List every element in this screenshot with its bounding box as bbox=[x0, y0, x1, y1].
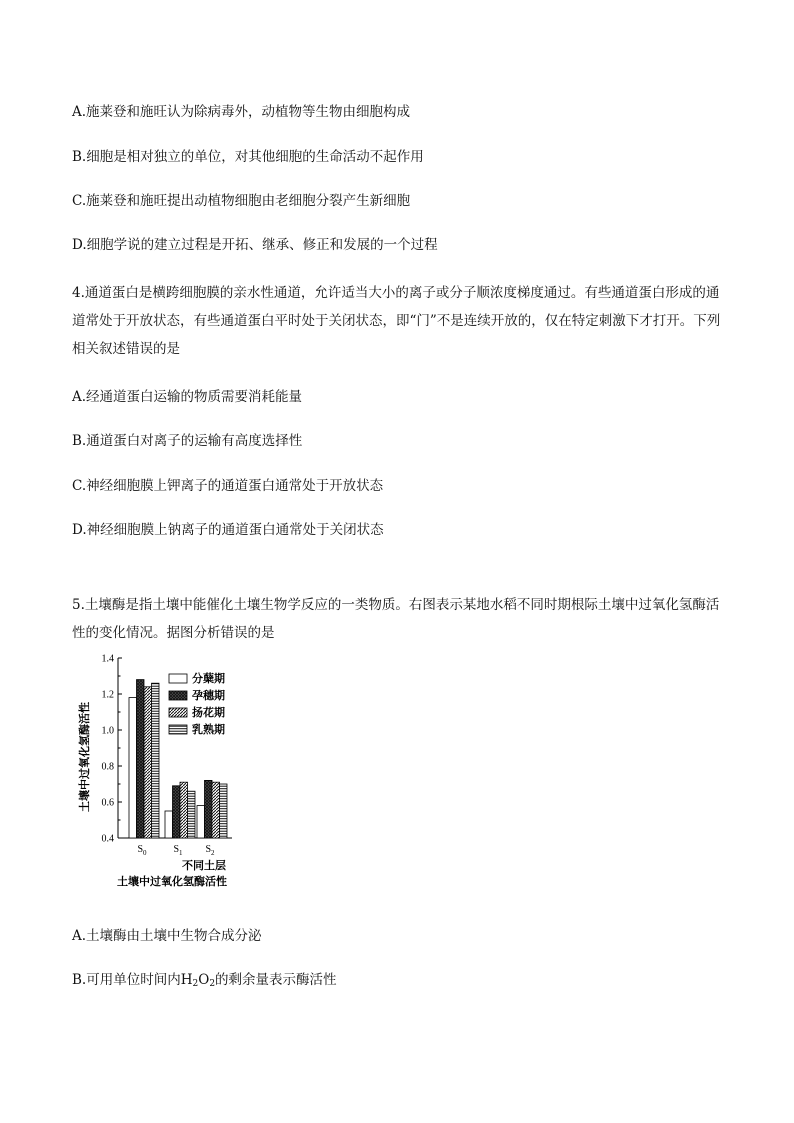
bar-S1-1 bbox=[165, 811, 173, 838]
q5-option-b-prefix: B.可用单位时间内H bbox=[72, 972, 193, 988]
bar-S0-4 bbox=[152, 683, 160, 838]
q5-stem: 5.土壤酶是指土壤中能催化土壤生物学反应的一类物质。右图表示某地水稻不同时期根际土壤中过氧化氢酶活性的变化情况。据图分析错误的是 bbox=[72, 597, 720, 641]
chart-title: 土壤中过氧化氢酶活性 bbox=[117, 875, 227, 888]
x-axis-label: 不同土层 bbox=[182, 859, 226, 872]
x-tick-label-S0: $S_0$ bbox=[137, 844, 147, 857]
bar-S2-4 bbox=[220, 784, 228, 838]
q3-option-d: D.细胞学说的建立过程是开拓、继承、修正和发展的一个过程 bbox=[72, 237, 438, 253]
y-tick-label: 0.8 bbox=[101, 761, 114, 773]
q5-option-b bbox=[72, 970, 337, 994]
x-tick-label-sub: 2 bbox=[211, 849, 215, 857]
y-axis-label: 土壤中过氧化氢酶活性 bbox=[78, 702, 91, 812]
q5-option-b-suffix: 的剩余量表示酶活性 bbox=[215, 972, 337, 988]
bar-S0-3 bbox=[144, 687, 152, 838]
y-tick-label: 1.4 bbox=[101, 653, 114, 665]
legend-swatch-3 bbox=[169, 708, 187, 717]
legend-swatch-4 bbox=[169, 725, 187, 734]
q5-option-a: A.土壤酶由土壤中生物合成分泌 bbox=[72, 928, 262, 944]
q3-option-a: A.施莱登和施旺认为除病毒外，动植物等生物由细胞构成 bbox=[72, 104, 411, 120]
q4-option-a: A.经通道蛋白运输的物质需要消耗能量 bbox=[72, 389, 303, 405]
enzyme-activity-chart bbox=[72, 645, 272, 895]
x-tick-label-S1: $S_1$ bbox=[173, 844, 183, 857]
q5-option-b-mid: O bbox=[198, 972, 210, 988]
q5-option-b-sub1: 2 bbox=[192, 979, 199, 989]
q4-option-d: D.神经细胞膜上钠离子的通道蛋白通常处于关闭状态 bbox=[72, 522, 384, 538]
y-tick-label: 1.0 bbox=[101, 725, 114, 737]
bar-S2-2 bbox=[205, 780, 213, 838]
q3-option-b: B.细胞是相对独立的单位，对其他细胞的生命活动不起作用 bbox=[72, 149, 424, 165]
y-tick-label: 0.4 bbox=[101, 833, 114, 845]
legend-swatch-2 bbox=[169, 691, 187, 700]
bar-S2-3 bbox=[212, 782, 220, 838]
q4-option-b: B.通道蛋白对离子的运输有高度选择性 bbox=[72, 433, 303, 449]
y-tick-label: 1.2 bbox=[101, 689, 114, 701]
q4-stem: 4.通道蛋白是横跨细胞膜的亲水性通道，允许适当大小的离子或分子顺浓度梯度通过。有些通道蛋白形成的通道常处于开放状态，有些通道蛋白平时处于关闭状态，即“门”不是连续开放的，仅在特定刺激下才打开。下列相关叙述错误的是 bbox=[72, 285, 721, 357]
y-tick-label: 0.6 bbox=[101, 797, 114, 809]
q3-option-c: C.施莱登和施旺提出动植物细胞由老细胞分裂产生新细胞 bbox=[72, 193, 411, 209]
legend-swatch-1 bbox=[169, 674, 187, 683]
bar-S1-3 bbox=[180, 782, 188, 838]
bar-S0-2 bbox=[137, 680, 145, 838]
q5-option-b-sub2: 2 bbox=[209, 979, 216, 989]
bar-S0-1 bbox=[129, 698, 137, 838]
legend-label-4: 乳熟期 bbox=[192, 723, 225, 736]
legend-label-3: 扬花期 bbox=[192, 706, 225, 719]
x-tick-label-sub: 0 bbox=[143, 849, 147, 857]
x-tick-label-sub: 1 bbox=[179, 849, 183, 857]
bar-S1-2 bbox=[173, 786, 181, 838]
legend-label-2: 孕穗期 bbox=[192, 689, 225, 702]
x-tick-label-S2: $S_2$ bbox=[205, 844, 215, 857]
q4-option-c: C.神经细胞膜上钾离子的通道蛋白通常处于开放状态 bbox=[72, 478, 384, 494]
bar-S2-1 bbox=[197, 806, 205, 838]
legend-label-1: 分蘖期 bbox=[192, 672, 225, 685]
bar-S1-4 bbox=[188, 791, 196, 838]
